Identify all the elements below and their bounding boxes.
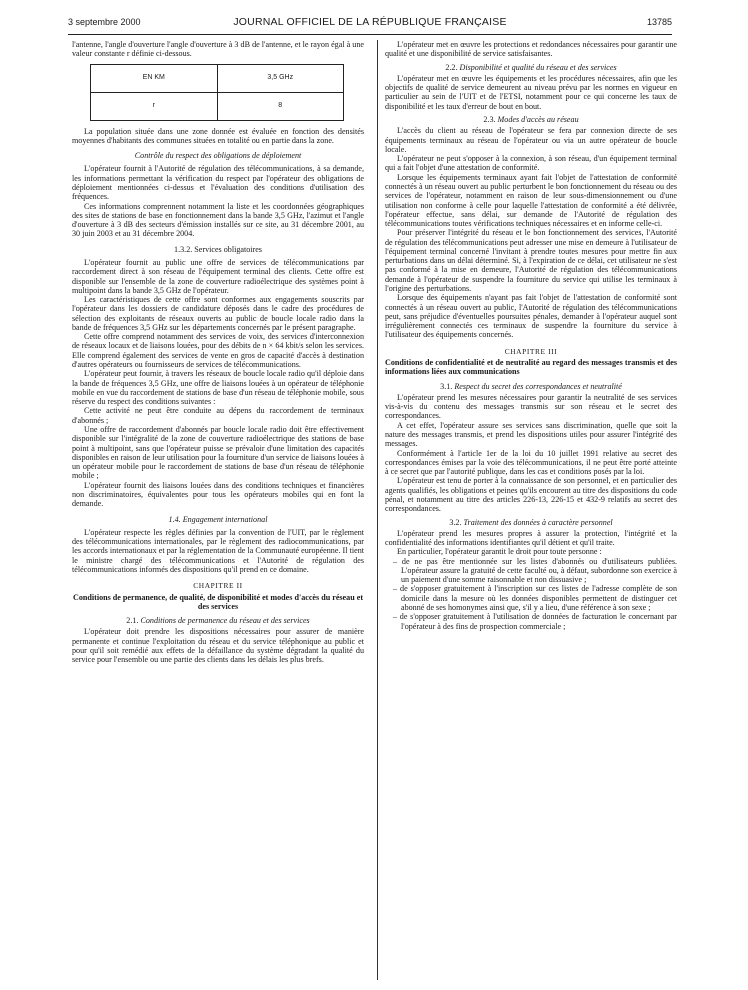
paragraph: Cette activité ne peut être conduite au dépens du raccordement de terminaux d'abonnés ; xyxy=(72,406,364,425)
paragraph-population: La population située dans une zone donnée est évaluée en fonction des densités moyennes d'habitants des communes situées en totalité ou en partie dans la zone. xyxy=(72,126,364,145)
heading-controle: Contrôle du respect des obligations de déploiement xyxy=(134,151,302,161)
paragraph: Lorsque des équipements n'ayant pas fait l'objet de l'attestation de conformité sont connectés à un réseau ouvert au public, l'Autorité de régulation des télécommunications peut, sans préjudice d'éventuelles poursuites pénales, demander à l'opérateur auquel sont irrégulièrement connectés ces terminaux de suspendre la fourniture du service à l'utilisateur des équipements concernés. xyxy=(385,293,677,340)
paragraph: En particulier, l'opérateur garantit le droit pour toute personne : xyxy=(397,547,602,557)
header-title: JOURNAL OFFICIEL DE LA RÉPUBLIQUE FRANÇAISE xyxy=(233,16,507,28)
chapter-2-label: CHAPITRE II xyxy=(193,581,243,591)
right-column xyxy=(385,40,677,631)
heading-text: Traitement des données à caractère personnel xyxy=(463,517,613,527)
frequency-table xyxy=(90,64,344,121)
paragraph: L'opérateur met en œuvre les équipements et les procédures nécessaires, afin que les objectifs de qualité de service demeurent au niveau prévu par les normes en vigueur en particulier au sein de l'UIT et de l'ETSI, notamment pour ce qui concerne les taux de disponibilité et les taux d'erreur de bout en bout. xyxy=(385,73,677,111)
rights-list xyxy=(385,557,677,631)
paragraph: Conformément à l'article 1er de la loi du 10 juillet 1991 relative au secret des correspondances émises par la voie des télécommunications, il ne peut être porté atteinte à ce secret que par l'autorité publique, dans les cas et conditions posés par la loi. xyxy=(385,448,677,477)
paragraph: L'opérateur prend les mesures nécessaires pour garantir la neutralité de ses services vis-à-vis du contenu des messages transmis sur son réseau et le secret des correspondances. xyxy=(385,392,677,421)
table-row xyxy=(91,92,344,120)
heading-number: 2.2. xyxy=(445,62,458,72)
paragraph: L'opérateur doit prendre les dispositions nécessaires pour assurer de manière permanente et continue l'exploitation du réseau et du service téléphonique au public et pour qu'il soit remédié aux effets de la défaillance du système dégradant la qualité du service pour l'ensemble ou une partie des clients dans les délais les plus brefs. xyxy=(72,627,364,665)
heading-number: 3.1. xyxy=(440,381,453,391)
paragraph: L'opérateur peut fournir, à travers les réseaux de boucle locale radio qu'il déploie dans la bande de fréquences 3,5 GHz, une offre de liaisons louées à un opérateur de téléphonie mobile en vue du raccordement de stations de base d'un réseau de téléphonie mobile, sous réserve du respect des conditions suivantes : xyxy=(72,369,364,407)
paragraph: Lorsque les équipements terminaux ayant fait l'objet de l'attestation de conformité connectés à un réseau ouvert au public perturbent le bon fonctionnement du réseau ou des services de l'opérateur, notamment en raison de leur sous-dimensionnement ou d'une utilisation non conforme à celle pour laquelle l'attestation de conformité a été délivrée, l'opérateur effectue, sans délai, sur demande de l'Autorité de régulation des télécommunications toutes vérifications techniques nécessaires et en informe celle-ci. xyxy=(385,172,677,229)
heading-number: 2.3. xyxy=(483,114,496,124)
heading-3-1 xyxy=(385,382,677,391)
paragraph: A cet effet, l'opérateur assure ses services sans discrimination, quelle que soit la nature des messages transmis, et prend les dispositions utiles pour assurer l'intégrité des messages. xyxy=(385,420,677,449)
page-header xyxy=(68,14,672,30)
heading-text: Respect du secret des correspondances et neutralité xyxy=(454,381,622,391)
chapter-3-label: CHAPITRE III xyxy=(504,346,558,356)
paragraph: Les caractéristiques de cette offre sont conformes aux engagements souscrits par l'opérateur dans les dossiers de candidature déposés dans le cadre des procédures de sélection des exploitants de réseaux ouverts au public de boucle locale radio dans la bande de fréquences 3,5 GHz sur les départements concernés par le présent paragraphe. xyxy=(72,295,364,332)
heading-3-2 xyxy=(385,518,677,527)
paragraph: L'opérateur fournit au public une offre de services de télécommunications par raccordement direct à son réseau de l'équipement terminal des clients. Cette offre est disponible sur l'ensemble de la zone de couverture radioélectrique des systèmes point à multipoint dans la bande 3,5 GHz de l'opérateur. xyxy=(72,257,364,295)
paragraph: Cette offre comprend notamment des services de voix, des services d'interconnexion de réseaux locaux et de liaisons louées, pour des débits de n × 64 kbit/s selon les services. Elle comprend également des services de vente en gros de capacité d'accès à destination d'autres opérateurs ou fournisseurs de services de télécommunications. xyxy=(72,332,364,370)
list-item: – de s'opposer gratuitement à l'inscription sur ces listes de l'adresse complète de son domicile dans la mesure où les données disponibles permettent de distinguer cet abonné de ses homonymes ainsi que, s'il y a lieu, d'une référence à son sexe ; xyxy=(393,584,677,613)
paragraph: Pour préserver l'intégrité du réseau et le bon fonctionnement des services, l'Autorité de régulation des télécommunications peut adresser une mise en demeure à l'utilisateur de l'équipement terminal concerné l'invitant à prendre toutes mesures pour mettre fin aux perturbations dans un délai déterminé. Si, à l'expiration de ce délai, cet utilisateur ne s'est pas conformé à la mise en demeure, l'Autorité de régulation des télécommunications demande à l'opérateur de suspendre la fourniture du service qui utilise les terminaux à l'origine des perturbations. xyxy=(385,228,677,294)
header-page-number: 13785 xyxy=(646,17,672,27)
paragraph: Ces informations comprennent notamment la liste et les coordonnées géographiques des sites de stations de base en fonctionnement dans la bande 3,5 GHz, l'azimut et l'angle d'ouverture à 3 dB des secteurs d'émission installés sur ce site, au 31 décembre 2001, au 30 juin 2003 et au 31 décembre 2004. xyxy=(72,201,364,239)
column-divider xyxy=(377,40,378,980)
paragraph: Une offre de raccordement d'abonnés par boucle locale radio doit être effectivement disponible sur l'intégralité de la zone de couverture radioélectrique des stations de base point à multipoint, sans que l'opérateur puisse se prévaloir d'une limitation des capacités disponibles en raison de leur utilisation pour la fourniture d'un service de liaisons louées à un opérateur mobile pour le raccordement de stations de base d'un réseau de téléphonie mobile ; xyxy=(72,425,364,481)
heading-2-2 xyxy=(385,63,677,72)
paragraph-intro: l'antenne, l'angle d'ouverture l'angle d'ouverture à 3 dB de l'antenne, et le rayon égal à une valeur constante r définie ci-dessous. xyxy=(72,40,364,59)
paragraph: L'opérateur respecte les règles définies par la convention de l'UIT, par le règlement des télécommunications internationales, par le règlement des radiocommunications, par les accords internationaux et par la réglementation de la Communauté européenne. Il tient le ministre chargé des télécommunications et l'Autorité de régulation des télécommunications informés des dispositions qu'il prend en ce domaine. xyxy=(72,527,364,574)
list-item: – de ne pas être mentionnée sur les listes d'abonnés ou d'utilisateurs publiées. L'opérateur assure la gratuité de cette faculté ou, à défaut, subordonne son exercice à un paiement d'une somme raisonnable et non dissuasive ; xyxy=(393,556,677,585)
table-header-ghz: 3,5 GHz xyxy=(217,64,344,92)
paragraph: L'opérateur fournit à l'Autorité de régulation des télécommunications, à sa demande, les informations permettant la vérification du respect par l'opérateur des obligations de déploiement mentionnées ci-dessus et l'évaluation des conditions d'utilisation des fréquences. xyxy=(72,164,364,202)
paragraph: L'opérateur fournit des liaisons louées dans des conditions techniques et financières non discriminatoires, équivalentes pour tous les opérateurs mobiles qui en font la demande. xyxy=(72,480,364,509)
chapter-2-title: Conditions de permanence, de qualité, de disponibilité et modes d'accès du réseau et des services xyxy=(72,592,364,611)
heading-text: Disponibilité et qualité du réseau et des services xyxy=(459,62,617,72)
table-header-km: EN KM xyxy=(91,64,218,92)
heading-2-1 xyxy=(72,616,364,625)
heading-1-4: 1.4. Engagement international xyxy=(168,514,268,524)
left-column xyxy=(72,40,364,664)
heading-1-3-2: 1.3.2. Services obligatoires xyxy=(174,244,262,254)
paragraph: L'opérateur est tenu de porter à la connaissance de son personnel, et en particulier des agents qualifiés, les obligations et peines qu'ils encourent au titre des dispositions du code pénal, et notamment au titre des articles 226-13, 226-15 et 432-9 relatifs au secret des correspondances. xyxy=(385,476,677,514)
table-cell-value: 8 xyxy=(217,92,344,120)
paragraph: L'accès du client au réseau de l'opérateur se fera par connexion directe de ses équipements terminaux au réseau de l'opérateur ou via un autre opérateur de boucle locale. xyxy=(385,126,677,154)
header-rule xyxy=(68,34,672,35)
paragraph: L'opérateur met en œuvre les protections et redondances nécessaires pour garantir une qualité et une disponibilité de service satisfaisantes. xyxy=(385,40,677,59)
list-item: – de s'opposer gratuitement à l'utilisation de données de facturation le concernant par l'opérateur à des fins de prospection commerciale ; xyxy=(393,612,677,631)
paragraph: L'opérateur prend les mesures propres à assurer la protection, l'intégrité et la confidentialité des informations identifiantes qu'il détient et qu'il traite. xyxy=(385,528,677,548)
heading-2-3 xyxy=(385,115,677,124)
heading-number: 2.1. xyxy=(126,616,139,626)
chapter-3-title: Conditions de confidentialité et de neutralité au regard des messages transmis et des informations liées aux communications xyxy=(385,358,677,377)
heading-text: Conditions de permanence du réseau et des services xyxy=(140,616,310,626)
header-date: 3 septembre 2000 xyxy=(68,17,141,27)
paragraph: L'opérateur ne peut s'opposer à la connexion, à son réseau, d'un équipement terminal qui a fait l'objet d'une attestation de conformité. xyxy=(385,154,677,173)
table-row xyxy=(91,64,344,92)
heading-number: 3.2. xyxy=(449,517,462,527)
table-cell-r: r xyxy=(91,92,218,120)
heading-text: Modes d'accès au réseau xyxy=(497,114,579,124)
